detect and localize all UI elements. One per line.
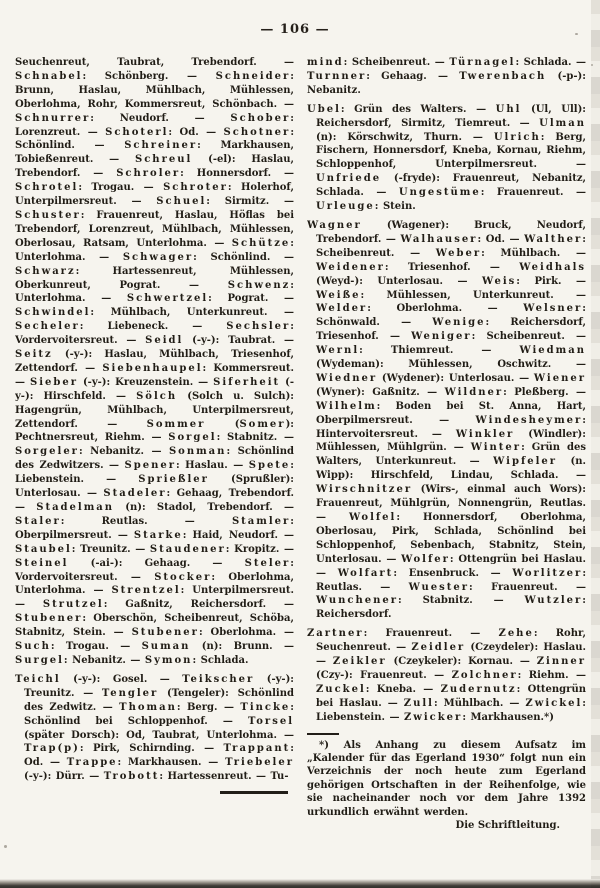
scan-bottom-edge <box>0 879 600 888</box>
entry-text: : Berg, Fischern, Honnersdorf, Kneba, Kornau, Riehm, Schloppenhof, Unterpilmersreut. — <box>316 131 586 171</box>
entry-text: : Markhausen.*) <box>462 711 554 723</box>
footnote-separator-rule <box>307 733 339 735</box>
surname: Weidhals <box>519 261 586 273</box>
scan-right-edge <box>591 0 600 888</box>
entry-text: : Ottengrün bei Haslau. — <box>316 553 586 579</box>
surname: Zull <box>403 697 434 709</box>
entry-text: : Unterpilmersreut. — <box>15 585 294 611</box>
entry-text: : Mühlbach. — <box>433 697 526 709</box>
surname: Stadeler <box>103 488 167 500</box>
entry-text: : Haslau. — <box>176 460 249 472</box>
entry-text: : Markhausen, Tobießenreut. — <box>15 140 294 166</box>
entry-text: : Nebanitz. — <box>78 446 169 458</box>
entry-text: : Honnersdorf. — <box>180 168 294 180</box>
surname: Worlitzer <box>512 567 583 579</box>
surname: Wildner <box>444 386 504 398</box>
surname: Trappe <box>66 757 118 769</box>
footnote <box>307 733 586 833</box>
surname: Welder <box>316 303 368 315</box>
entry-text: : Gehaag, Trebendorf. — <box>15 488 294 513</box>
surname: Wunchener <box>316 595 398 607</box>
entry-text: : Schlada. <box>192 654 249 666</box>
surname: Sprießler <box>138 474 209 486</box>
surname: Strutzel <box>42 599 104 611</box>
surname: Welsner <box>523 303 583 315</box>
surname: Schneider <box>215 70 291 82</box>
entry-text: : Schönlind bei Schloppenhof. — <box>24 701 294 727</box>
surname: Türnagel <box>449 57 516 68</box>
surname: Wirschnitzer <box>316 484 413 496</box>
surname: Tincke <box>240 701 291 713</box>
entry-text: : Rohr, Seuchenreut. — <box>316 628 586 654</box>
entry-text: (später Dorsch): Od, Taubrat, Unterlohma. — <box>24 729 294 741</box>
surname: Sommer <box>146 418 206 430</box>
entry-text: : Unterlohma. — <box>15 279 294 305</box>
surname: Trappant <box>223 743 291 755</box>
surname: Turnner <box>307 70 367 82</box>
surname: Schoterl <box>105 126 169 138</box>
entry-text: : Mühlbach. — <box>481 247 586 259</box>
surname: Ulman <box>539 117 586 129</box>
entry-text: : Lorenzreut. — <box>15 112 294 138</box>
entry-text: : Od. — <box>477 233 525 245</box>
surname: Zudernutz <box>440 683 517 695</box>
entry-text: (Czy-): Frauenreut. — <box>316 669 452 681</box>
entry-text: (-y-): Gosel. — <box>60 673 183 685</box>
entry-text: : Schlada. — <box>515 57 586 68</box>
entry-text: : Riehm. — <box>517 669 586 681</box>
entry-text: : Boden bei St. Anna, Hart, Oberpilmersreut. — <box>316 400 586 426</box>
entry-text: (-y-): Haslau, Mühlbach, Triesenhof, Zettendorf. — <box>15 349 294 374</box>
entry-text: (n): Brunn. — <box>190 641 294 653</box>
entry-text: : Schönberg. — <box>82 70 216 82</box>
entry-text: : Berg. — <box>176 701 241 713</box>
surname: Urleuge <box>316 201 375 213</box>
entry-text: : Trogau. — <box>78 182 164 194</box>
surname: Wolfel <box>348 512 397 523</box>
page-number: — 106 — <box>260 22 330 37</box>
surname: Winkler <box>455 428 515 440</box>
entry-text: : Pograt. — <box>208 293 294 305</box>
entries-paragraph-z <box>307 627 586 724</box>
surname: Wagner <box>307 219 362 231</box>
surname: Symon <box>144 654 193 666</box>
footnote-signature: Die Schriftleitung. <box>455 820 560 832</box>
surname: Wenige <box>432 317 486 329</box>
entry-text: : Schönlind. — <box>193 251 294 263</box>
surname: Schreul <box>135 154 193 166</box>
entry-text: : Frauenreut, Haslau, Höflas bei Trebendorf, Lorenzreut, Mühlbach, Mühlessen, Oberlosau, Ratsam, Unterlohma. — <box>15 209 294 249</box>
entry-text: : Pirk. — <box>516 275 586 287</box>
surname: Wolfart <box>337 567 394 579</box>
surname: Siferheit <box>213 376 281 388</box>
footnote-text: *) Als Anhang zu diesem Aufsatz im „Kalender für das Egerland 1930“ folgt nun ein Verzeichnis der noch heute zum Egerland gehörigen Ortschaften in der Reihenfolge, wie sie nacheinander noch vor dem Jahre 1392 urkundlich erwähnt werden. <box>307 739 586 818</box>
surname: mind <box>307 57 344 68</box>
surname: Sorgel <box>168 432 217 444</box>
surname: Schober <box>230 112 291 124</box>
surname: Zolchner <box>451 669 518 681</box>
entry-text: (-y-): Dürr. — <box>24 771 104 783</box>
entry-text: : Stein. <box>374 201 416 213</box>
surname: Schnabel <box>15 70 83 82</box>
surname: Zinner <box>536 656 586 668</box>
entry-text: : Kneba. — <box>365 683 441 695</box>
surname: Teikscher <box>182 673 255 685</box>
entry-text: : Stabnitz. — <box>398 595 525 607</box>
article-end-rule <box>220 791 288 794</box>
surname: Windesheymer <box>475 414 583 426</box>
entry-text: : Gaßnitz, Reichersdorf. — <box>103 599 294 611</box>
surname: Weber <box>435 247 482 259</box>
surname: Torsel <box>247 715 294 727</box>
surname: Staudener <box>149 543 226 555</box>
entries-paragraph-s <box>15 56 294 668</box>
left-column <box>15 56 294 874</box>
entry-text: (Czeydeler): Haslau. — <box>316 642 586 668</box>
surname: Seidl <box>145 335 184 347</box>
surname: Schnurrer <box>15 112 91 124</box>
surname: Stubener <box>15 613 83 625</box>
entry-text: : Od. — <box>168 126 224 138</box>
entry-text: : Vordervoitersreut. — <box>15 557 294 583</box>
entry-text: : Thiemreut. — <box>359 345 520 357</box>
entry-text: (Wydener): Unterlosau. — <box>377 372 534 384</box>
entry-text: : Mühlbach, Unterkunreut. — <box>90 307 294 319</box>
entry-text: : Frauenreut. — <box>480 187 586 199</box>
surname: Ulrich <box>493 131 541 143</box>
surname: Strentzel <box>111 585 181 597</box>
surname: Stocker <box>154 571 212 583</box>
entry-text: (-fryde): Frauenreut, Nebanitz, Schlada. — <box>316 173 586 199</box>
entry-text: : Scheibenreut. — <box>343 57 450 68</box>
entry-text: (Windler): Mühlessen, Mühlgrün. — <box>316 428 586 454</box>
surname: Twerenbach <box>459 70 547 82</box>
surname: Schütze <box>231 237 291 249</box>
surname: Ungestüme <box>398 187 481 199</box>
surname: Tengler <box>101 687 159 699</box>
entry-text: : Liebenstein. — <box>15 460 294 486</box>
surname: Zeidler <box>411 642 466 654</box>
entry-text: : Reutlas. — <box>60 515 232 527</box>
surname: Schwenz <box>227 279 291 291</box>
surname: Schrotel <box>15 182 79 194</box>
entry-text: : Hintervoitersreut. — <box>316 414 586 440</box>
entry-text: : Gehaag. — <box>366 70 460 82</box>
entry-text: : Grün des Walters, Unterkunreut. — <box>316 442 586 468</box>
entry-text: (Ul, Ull): Reichersdorf, Sirmitz, Tiemreut. — <box>316 103 586 129</box>
entry-text: (Wydeman): Mühlessen, Oschwitz. — <box>316 359 586 371</box>
surname: Wipfeler <box>493 456 558 468</box>
entry-text: : Sirmitz. — <box>206 196 294 208</box>
surname: Teichl <box>15 673 61 685</box>
surname: Zeikler <box>332 656 387 668</box>
entry-text: : Kropitz. — <box>225 543 294 555</box>
entry-text: (-ai-): Gehaag. — <box>68 557 245 569</box>
entry-text: : Stabnitz. — <box>216 432 294 444</box>
entry-text: (-y-): Taubrat. — <box>183 335 294 347</box>
surname: Such <box>15 641 51 653</box>
surname: Zuckel <box>316 683 366 695</box>
surname: Wolfer <box>401 553 450 565</box>
surname: Wuester <box>408 581 470 593</box>
surname: Zehe <box>498 628 534 640</box>
entry-text: (-y-): Treunitz. — <box>24 673 294 699</box>
entry-text: : Hartessenreut. — Tu- <box>159 771 289 783</box>
surname: Wernl <box>316 345 360 357</box>
entry-text: : Oberschön, Scheibenreut, Schöba, Stabnitz, Stein. — <box>15 613 294 639</box>
surname: Staubel <box>15 543 72 555</box>
entry-text: (Czeykeler): Kornau. — <box>386 656 537 668</box>
surname: Sechsler <box>226 321 291 333</box>
entry-text: (n): Stadol, Trebendorf. — <box>114 502 294 513</box>
entry-text: : Vordervoitersreut. — <box>15 321 294 347</box>
surname: Wutzler <box>524 595 583 607</box>
entry-text: (Wyner): Gaßnitz. — <box>316 386 445 398</box>
surname: Surgel <box>15 654 64 666</box>
entry-text: : Triesenhof. — <box>384 261 520 273</box>
surname: Schwertzel <box>126 293 209 305</box>
surname: Schuel <box>156 196 207 208</box>
surname: Stubener <box>131 627 199 639</box>
entry-text: : Pirk, Schirnding. — <box>79 743 224 755</box>
surname: Trobott <box>103 771 160 783</box>
entry-text: : Reichersdorf. <box>316 595 586 621</box>
surname: Wiedner <box>316 372 378 384</box>
surname: Weidener <box>316 261 385 273</box>
entry-text: : Schönlind des Zedwitzers. — <box>15 446 294 472</box>
entry-text: : Neudorf. — <box>90 112 231 124</box>
entry-text: (n. Wipp): Hirschfeld, Lindau, Schlada. — <box>316 456 586 482</box>
surname: Schwarz <box>15 265 76 277</box>
entry-text: : Frauenreut. — <box>363 628 499 640</box>
entry-text: (Wirs-, einmal auch Wors): Frauenreut, Mühlgrün, Nonnengrün, Reutlas. — <box>316 484 586 523</box>
surname: Steinel <box>15 557 69 569</box>
entry-text: : Grün des Walters. — <box>340 103 496 115</box>
surname: Siebenhaupel <box>102 362 203 374</box>
surname: Steler <box>244 557 291 569</box>
entry-text: : Schönlind. — <box>15 126 294 152</box>
surname: Uhl <box>495 103 522 115</box>
entry-text: : Reutlas. — <box>316 567 586 593</box>
entry-text: : Liebenstein. — <box>316 697 586 723</box>
entry-text: : Pleßberg. — <box>503 386 586 398</box>
entry-text: (n): Körschwitz, Thurn. — <box>316 131 494 143</box>
entry-text: (Tengeler): Schönlind des Zedwitz. — <box>24 687 294 713</box>
entry-text: Seuchenreut, Taubrat, Trebendorf. — <box>15 57 294 68</box>
surname: Secheler <box>15 321 80 333</box>
entry-text: : Od. — <box>24 743 294 769</box>
entry-text: (Sprußler): Unterlosau. — <box>15 474 294 500</box>
surname: Ubel <box>307 103 341 115</box>
entry-text: : Schönwald. — <box>316 303 586 329</box>
surname: Schwager <box>122 251 194 263</box>
entry-text: : Holerhof, Unterpilmersreut. — <box>15 182 294 208</box>
surname: Wiener <box>533 372 586 384</box>
entry-text: : Ensenbruck. — <box>393 567 513 579</box>
surname: Zwicker <box>403 711 463 723</box>
surname: Unfriede <box>316 173 382 185</box>
entry-text: : Haid, Neudorf. — <box>182 529 294 541</box>
surname: Spener <box>124 460 177 472</box>
entry-text: : Mühlessen, Unterkunreut. — <box>360 289 586 301</box>
surname: Staler <box>15 515 61 527</box>
surname: Walther <box>524 233 583 245</box>
surname: Thoman <box>119 701 177 713</box>
entry-text: : Brunn, Haslau, Mühlbach, Mühlessen, Oberlohma, Rohr, Kommersreut, Schönbach. — <box>15 70 294 110</box>
surname: Weiße <box>316 289 361 301</box>
entry-text: : Markhausen. — <box>117 757 226 769</box>
surname: Zwickel <box>525 697 583 709</box>
scan-speck <box>575 33 578 35</box>
surname: Schroter <box>163 182 228 194</box>
entry-text: (-el): Haslau, Trebendorf. — <box>15 154 294 180</box>
entry-text: ( <box>205 418 240 430</box>
surname: Spete <box>248 460 291 472</box>
entry-text: : Unterlohma. — <box>15 237 294 263</box>
surname: Stamler <box>231 515 291 527</box>
entry-text: : Honnersdorf, Oberlohma, Oberlosau, Pirk, Schlada, Schönlind bei Schloppenhof, Sebenbach, Stabnitz, Stein, Unterlosau. — <box>316 512 586 565</box>
surname: Schuster <box>15 209 81 221</box>
surname: Weniger <box>411 331 472 343</box>
entry-text: : Frauenreut. — <box>469 581 586 593</box>
surname: Weis <box>482 275 517 287</box>
surname: Sorgeler <box>15 446 79 458</box>
entry-text: (-p-): Nebanitz. <box>307 70 586 96</box>
entry-text: : Nebanitz. — <box>63 654 145 666</box>
entries-paragraph-t-continuation <box>307 56 586 98</box>
entry-text: (-y-): Hirschfeld. — <box>15 376 294 402</box>
surname: Walhauser <box>400 233 478 245</box>
surname: Stadelman <box>36 502 115 513</box>
entries-paragraph-w <box>307 219 586 622</box>
text-columns <box>15 56 586 874</box>
surname: Wiedman <box>519 345 586 357</box>
entry-text: : Scheibenreut. — <box>316 233 586 259</box>
entry-text: : Trogau. — <box>50 641 142 653</box>
surname: Winter <box>470 442 522 454</box>
surname: Seitz <box>15 349 53 361</box>
surname: Schotner <box>223 126 291 138</box>
surname: Starke <box>133 529 183 541</box>
surname: Schreiner <box>124 140 198 152</box>
entry-text: : Oberlohma. — <box>367 303 524 315</box>
surname: Somer <box>239 418 286 430</box>
entry-text: (Wagener): Bruck, Neudorf, Trebendorf. — <box>316 219 586 245</box>
surname: Schroler <box>116 168 181 180</box>
surname: Trap(p) <box>24 743 80 755</box>
entries-paragraph-u <box>307 103 586 214</box>
entry-text: : Oberlohma. — <box>198 627 294 639</box>
surname: Zartner <box>307 628 364 640</box>
entry-text: (Solch u. Sulch): Hagengrün, Mühlbach, Unterpilmersreut, Zettendorf. — <box>15 390 294 430</box>
surname: Triebeler <box>225 757 294 769</box>
scan-speck <box>4 845 7 848</box>
entries-paragraph-t <box>15 673 294 784</box>
entry-text: ): Pechtnersreut, Riehm. — <box>15 418 294 444</box>
surname: Suman <box>141 641 191 653</box>
entry-text: : Oberpilmersreut. — <box>15 515 294 541</box>
entry-text: : Oberlohma, Unterlohma. — <box>15 571 294 597</box>
surname: Sölch <box>136 390 178 402</box>
entry-text: : Hartessenreut, Mühlessen, Oberkunreut, Pograt. — <box>15 265 294 291</box>
surname: Schwindel <box>15 307 91 319</box>
entry-text: : Liebeneck. — <box>79 321 227 333</box>
entry-text: (Weyd-): Unterlosau. — <box>316 275 483 287</box>
entry-text: : Kommersreut. — <box>15 362 294 388</box>
surname: Sieber <box>29 376 78 388</box>
entry-text: : Ottengrün bei Haslau. — <box>316 683 586 709</box>
surname: Sonman <box>168 446 227 458</box>
surname: Wilhelm <box>316 400 377 412</box>
right-column <box>307 56 586 874</box>
entry-text: : Reichersdorf, Triesenhof. — <box>316 317 586 343</box>
entry-text: (-y-): Kreuzenstein. — <box>77 376 214 388</box>
entry-text: : Treunitz. — <box>71 543 150 555</box>
entry-text: : Scheibenreut. — <box>471 331 586 343</box>
